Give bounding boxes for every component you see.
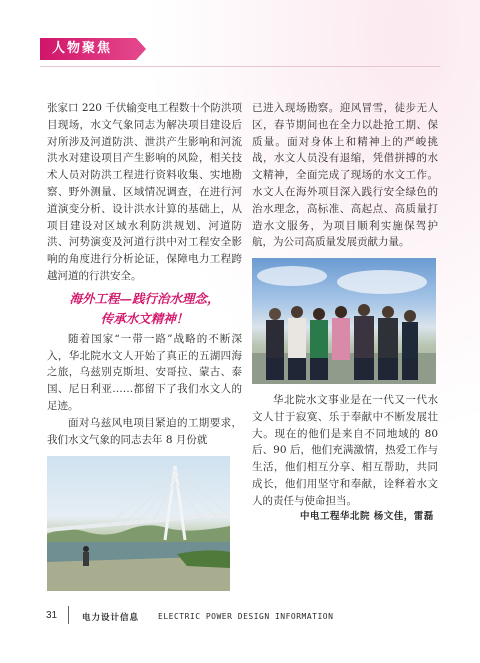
- subheading-line-1: 海外工程—践行治水理念，: [69, 290, 220, 306]
- left-paragraph-1: 张家口 220 千伏输变电工程数十个防洪项目现场，水文气象同志为解决项目建设后对所涉及河道防洪、泄洪产生影响和河流洪水对建设项目产生影响的风险，相关技术人员对防洪工程进行资料收集、实地勘察、野外测量、区域情况调查，在进行河道演变分析、设计洪水计算的基础上，从项目建设对区域水利防洪规划、河道防洪、河势演变及河道行洪中对工程安全影响的角度进行分析论证，保障电力工程跨越河道的行洪安全。: [47, 102, 242, 282]
- bridge-illustration: [47, 456, 230, 591]
- page-number: 31: [46, 610, 58, 621]
- subheading: [47, 289, 242, 329]
- group-illustration: [252, 258, 436, 384]
- section-title: 人物聚焦: [52, 41, 113, 56]
- subheading-line-2: 传承水文精神！: [100, 310, 189, 326]
- footer-divider: [68, 606, 69, 624]
- left-paragraph-3: 面对乌兹风电项目紧迫的工期要求，我们水文气象的同志去年 8 月份就: [47, 416, 242, 446]
- section-banner: [40, 38, 136, 60]
- left-paragraph-2: 随着国家“一带一路”战略的不断深入，华北院水文人开始了真正的五湖四海之旅，乌兹别克斯坦、安哥拉、蒙古、泰国、尼日利亚……都留下了我们水文人的足迹。: [47, 332, 242, 412]
- magazine-name-en: ELECTRIC POWER DESIGN INFORMATION: [158, 612, 334, 621]
- header-divider: [40, 66, 440, 67]
- right-column-lower: [252, 392, 438, 510]
- right-column: [252, 100, 438, 251]
- right-paragraph-2: 华北院水文事业是在一代又一代水文人甘于寂寞、乐于奉献中不断发展壮大。现在的他们是来自不同地域的 80 后、90 后，他们充满激情，热爱工作与生活，他们相互分享、相互帮助，共同成长，他们用坚守和奉献，诠释着水文人的责任与使命担当。: [252, 394, 438, 507]
- author-byline: 中电工程华北院 杨文佳，雷磊: [300, 511, 434, 522]
- right-paragraph-1: 已进入现场勘察。迎风冒雪，徒步无人区，春节期间也在全力以赴抢工期、保质量。面对身体上和精神上的严峻挑战，水文人员没有退缩，凭借拼搏的水文精神，全面完成了现场的水文工作。水文人在海外项目深入践行安全绿色的治水理念，高标准、高起点、高质量打造水文服务，为项目顺利实施保驾护航，为公司高质量发展贡献力量。: [252, 102, 438, 249]
- bridge-photo: [47, 456, 230, 591]
- group-photo: [252, 258, 436, 384]
- magazine-name-cn: 电力设计信息: [82, 613, 140, 623]
- left-column: [47, 100, 242, 448]
